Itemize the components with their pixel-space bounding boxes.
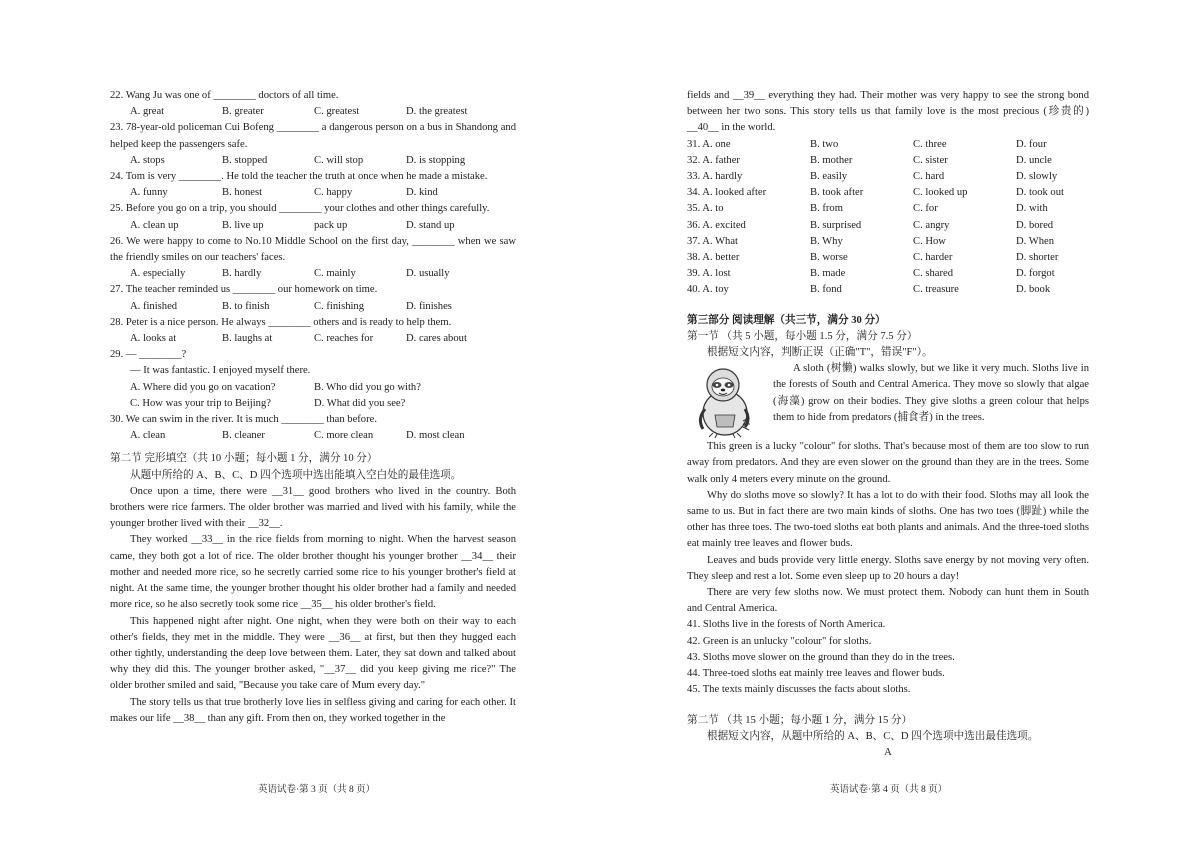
option: B. took after (810, 187, 864, 199)
mc-question (110, 120, 516, 169)
right-page (600, 0, 1200, 849)
option: C. How was your trip to Beijing? (130, 397, 271, 409)
option: D. forgot (1016, 268, 1055, 280)
option: pack up (314, 219, 348, 231)
cloze-option-row (687, 218, 1089, 234)
option: A. looks at (130, 333, 177, 345)
part3-section2-instruction: 根据短文内容，从题中所给的 A、B、C、D 四个选项中选出最佳选项。 (707, 730, 1039, 742)
option: C. happy (314, 187, 353, 199)
option: A. finished (130, 300, 178, 312)
q29-line-2: — It was fantastic. I enjoyed myself there. (130, 365, 311, 377)
cloze-option-row (687, 153, 1089, 169)
option: B. honest (222, 187, 263, 199)
option: D. slowly (1016, 171, 1058, 183)
option: A. stops (130, 154, 165, 166)
option: 33. A. hardly (687, 171, 743, 183)
option: 40. A. toy (687, 284, 729, 296)
option: A. Where did you go on vacation? (130, 381, 276, 393)
question-stem: 24. Tom is very ________. He told the teacher the truth at once when he made a mistake. (110, 171, 488, 183)
cloze-option-row (687, 282, 1089, 298)
mc-question (110, 88, 516, 120)
option: C. treasure (913, 284, 959, 296)
option: B. greater (222, 106, 264, 118)
option: D. finishes (406, 300, 452, 312)
sloth-paragraph: This green is a lucky "colour" for sloths. That's because most of them are too slow to run away from predators. And they are even slower on the ground than they are in the trees. Some walk only 4 meters every minute on the ground. (687, 441, 1089, 485)
option: C. reaches for (314, 333, 374, 345)
option: B. from (810, 203, 843, 215)
option: D. When (1016, 235, 1055, 247)
question-stem: 28. Peter is a nice person. He always ________ others and is ready to help them. (110, 316, 452, 328)
option: C. three (913, 138, 947, 150)
option: A. clean up (130, 219, 179, 231)
option: D. most clean (406, 430, 465, 442)
mc-question-list (110, 88, 516, 347)
question-options (130, 266, 516, 282)
mc-question (110, 169, 516, 201)
option: 34. A. looked after (687, 187, 767, 199)
part3-section2-title: 第二节 （共 15 小题；每小题 1 分，满分 15 分） (687, 714, 913, 726)
cloze-paragraph: This happened night after night. One night, when they were both on their way to each other's fields, they met in the middle. They were __36__ at first, but then they hugged each other tightly, understanding the deep love between them. Later, they sat down and talked about why they did this. The younger brother asked, "__37__ did you keep giving me rice?" The older brother smiled and said, "Because you take care of Mum every day." (110, 615, 516, 692)
part3-section1-title: 第一节 （共 5 小题，每小题 1.5 分，满分 7.5 分） (687, 330, 918, 342)
cloze-option-row (687, 185, 1089, 201)
option: D. uncle (1016, 154, 1052, 166)
q30-stem: 30. We can swim in the river. It is much ________ than before. (110, 414, 377, 426)
section2-instruction: 从题中所给的 A、B、C、D 四个选项中选出能填入空白处的最佳选项。 (130, 469, 462, 481)
option: B. worse (810, 252, 848, 264)
question-stem: 22. Wang Ju was one of ________ doctors of all time. (110, 90, 339, 101)
option: D. stand up (406, 219, 455, 231)
question-options (130, 104, 516, 120)
left-column (110, 88, 516, 727)
cloze-option-row (687, 250, 1089, 266)
option: A. especially (130, 268, 186, 280)
sloth-illustration-icon (687, 363, 763, 439)
option: B. made (810, 268, 846, 280)
option: B. fond (810, 284, 842, 296)
option: D. What did you see? (314, 397, 406, 409)
option: B. surprised (810, 219, 862, 231)
option: A. clean (130, 430, 166, 442)
option: D. is stopping (406, 154, 466, 166)
sloth-intro (687, 361, 1089, 439)
question-30 (110, 412, 516, 444)
mc-question (110, 201, 516, 233)
question-options (130, 153, 516, 169)
cloze-option-row (687, 201, 1089, 217)
tf-question: 45. The texts mainly discusses the facts about sloths. (687, 684, 911, 696)
cloze-paragraph: Once upon a time, there were __31__ good brothers who lived in the country. Both brothers were rice farmers. The older brother was married and lived with his family, while the younger brother lived with their __32__. (110, 485, 516, 530)
mc-question (110, 282, 516, 314)
option: C. harder (913, 252, 953, 264)
part3-section1-instruction: 根据短文内容，判断正误（正确"T"，错误"F"）。 (707, 347, 933, 359)
tf-question: 41. Sloths live in the forests of North America. (687, 619, 886, 631)
question-options (130, 185, 516, 201)
tf-question: 44. Three-toed sloths eat mainly tree leaves and flower buds. (687, 668, 945, 680)
option: D. bored (1016, 219, 1054, 231)
question-stem: 23. 78-year-old policeman Cui Bofeng ________ a dangerous person on a bus in Shandong and helped keep the passengers safe. (110, 122, 516, 150)
option: 36. A. excited (687, 219, 746, 231)
cloze-paragraph: They worked __33__ in the rice fields from morning to night. When the harvest season came, they both got a lot of rice. The older brother thought his younger brother __34__ their mother and needed more rice, so he secretly carried some rice to his younger brother's field at night. At the same time, the younger brother thought his older brother had a family and needed more rice, so he also secretly took some rice __35__ his older brother's field. (110, 534, 516, 611)
option: D. the greatest (406, 106, 468, 118)
option: D. with (1016, 203, 1048, 215)
question-options (130, 299, 516, 315)
option: B. two (810, 138, 839, 150)
option: D. kind (406, 187, 438, 199)
option: D. took out (1016, 187, 1064, 199)
cloze-options-table (687, 137, 1089, 299)
option: C. greatest (314, 106, 360, 118)
option: 31. A. one (687, 138, 731, 150)
option: B. to finish (222, 300, 270, 312)
sloth-paragraph-1: A sloth (树懒) walks slowly, but we like it very much. Sloths live in the forests of South and Central America. They move so slowly that algae (海藻) grow on their bodies. They give sloths a green colour that helps them to hide from predators (捕食者) in the trees. (773, 363, 1089, 423)
page-footer-right: 英语试卷·第 4 页（共 8 页） (830, 785, 948, 795)
option: C. hard (913, 171, 945, 183)
option: D. usually (406, 268, 450, 280)
option: B. Why (810, 235, 843, 247)
option: D. cares about (406, 333, 467, 345)
question-options (130, 331, 516, 347)
sloth-paragraph: There are very few sloths now. We must protect them. Nobody can hunt them in South and Central America. (687, 587, 1089, 615)
option: B. easily (810, 171, 848, 183)
mc-question (110, 315, 516, 347)
option: C. finishing (314, 300, 365, 312)
option: B. laughs at (222, 333, 273, 345)
option: C. angry (913, 219, 950, 231)
cloze-option-row (687, 234, 1089, 250)
option: C. How (913, 235, 946, 247)
cloze-option-row (687, 266, 1089, 282)
cloze-passage (110, 484, 516, 727)
option: B. stopped (222, 154, 268, 166)
cloze-ending: fields and __39__ everything they had. Their mother was very happy to see the strong bond between her two sons. This story tells us that family love is the most precious (珍贵的) __40__ in the world. (687, 90, 1089, 134)
option: C. mainly (314, 268, 356, 280)
sloth-paragraph: Why do sloths move so slowly? It has a lot to do with their food. Sloths may all look the same to us. But in fact there are two main kinds of sloths. One has two toes (脚趾) while the other has three toes. The two-toed sloths eat both plants and animals. And the three-toed sloths eat mainly tree leaves and flower buds. (687, 489, 1089, 550)
cloze-paragraph: The story tells us that true brotherly love lies in selfless giving and caring for each other. It makes our life __38__ than any gift. From then on, they worked together in the (110, 696, 516, 724)
option: B. live up (222, 219, 264, 231)
right-column (687, 88, 1089, 761)
q29-options-row-2 (130, 396, 516, 412)
mc-question (110, 234, 516, 283)
q29-options-row-1 (130, 380, 516, 396)
sloth-paragraph: Leaves and buds provide very little energy. Sloths save energy by not moving very often. They sleep and rest a lot. Some even sleep up to 20 hours a day! (687, 554, 1089, 582)
q30-options (130, 428, 516, 444)
tf-question: 42. Green is an unlucky "colour" for sloths. (687, 635, 872, 647)
section2-title: 第二节 完形填空（共 10 小题；每小题 1 分，满分 10 分） (110, 453, 378, 465)
option: 35. A. to (687, 203, 724, 215)
passage-label: A (884, 746, 892, 758)
option: B. hardly (222, 268, 262, 280)
option: 32. A. father (687, 154, 740, 166)
option: B. mother (810, 154, 853, 166)
tf-question: 43. Sloths move slower on the ground than they do in the trees. (687, 651, 955, 663)
option: 37. A. What (687, 235, 739, 247)
option: 38. A. better (687, 252, 740, 264)
part3-title: 第三部分 阅读理解（共三节，满分 30 分） (687, 314, 886, 326)
question-29 (110, 347, 516, 412)
option: D. book (1016, 284, 1051, 296)
option: 39. A. lost (687, 268, 731, 280)
option: D. four (1016, 138, 1047, 150)
question-stem: 26. We were happy to come to No.10 Middle School on the first day, ________ when we saw the friendly smiles on our teachers' faces. (110, 235, 516, 264)
option: A. funny (130, 187, 168, 199)
option: B. cleaner (222, 430, 265, 442)
question-stem: 27. The teacher reminded us ________ our homework on time. (110, 284, 378, 296)
option: C. sister (913, 154, 948, 166)
option: C. for (913, 203, 938, 215)
option: D. shorter (1016, 252, 1059, 264)
option: C. looked up (913, 187, 968, 199)
option: A. great (130, 106, 165, 118)
cloze-option-row (687, 137, 1089, 153)
question-stem: 25. Before you go on a trip, you should ________ your clothes and other things carefully. (110, 203, 490, 215)
cloze-option-row (687, 169, 1089, 185)
option: C. will stop (314, 154, 364, 166)
question-options (130, 218, 516, 234)
page-footer-left: 英语试卷·第 3 页（共 8 页） (258, 785, 376, 795)
option: B. Who did you go with? (314, 381, 421, 393)
option: C. shared (913, 268, 954, 280)
q29-line-1: 29. — ________? (110, 349, 187, 361)
option: C. more clean (314, 430, 374, 442)
tf-question-list (687, 617, 1089, 698)
